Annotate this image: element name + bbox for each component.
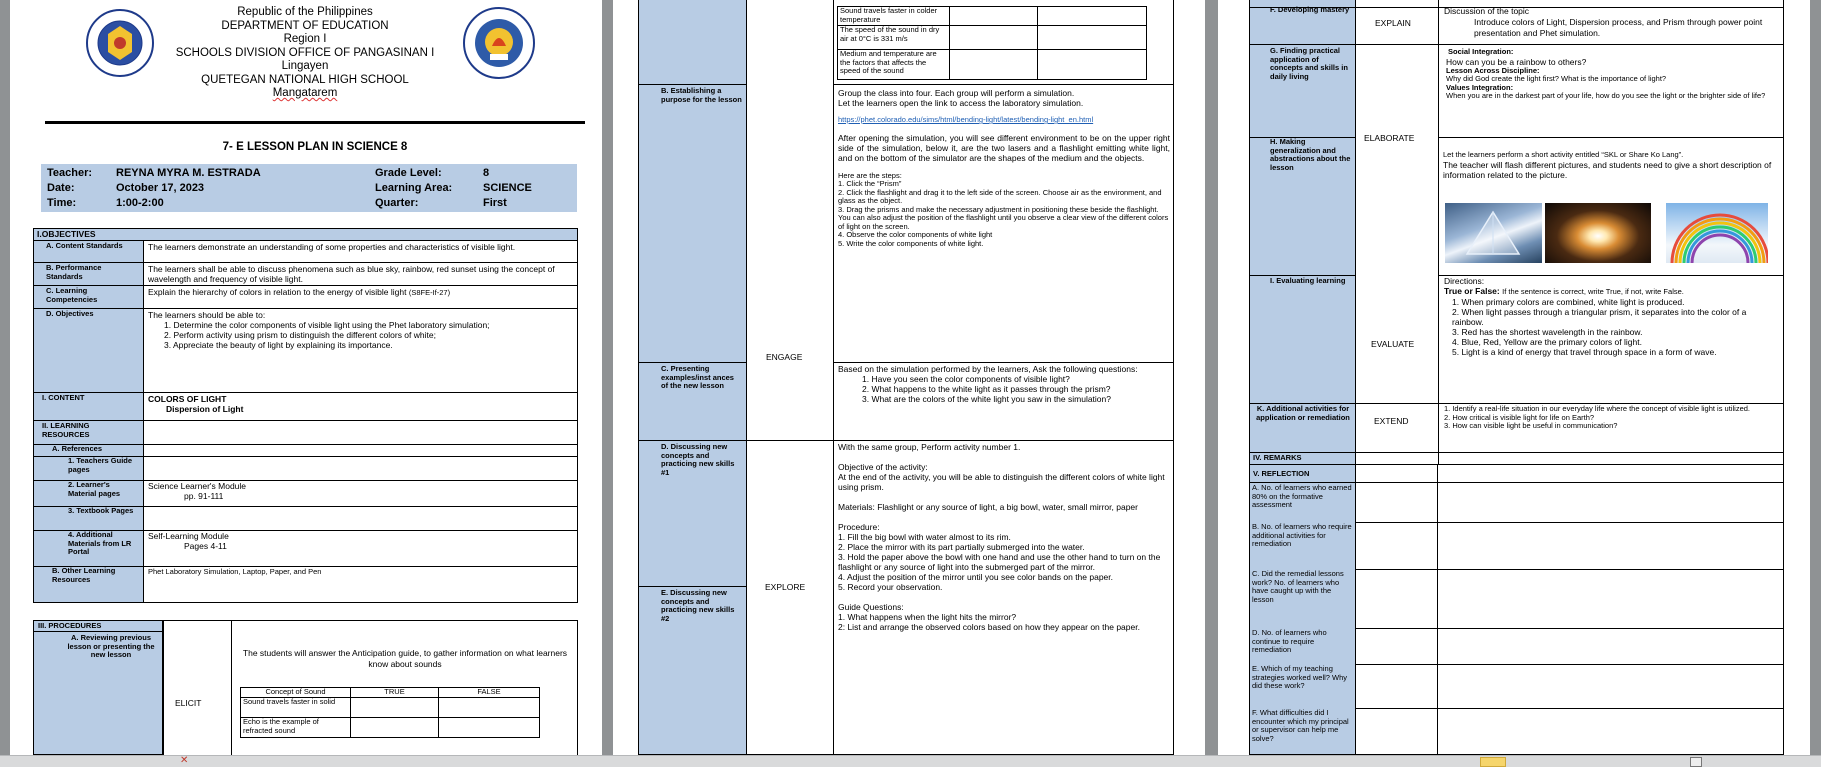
- header-line1: Republic of the Philippines: [237, 6, 373, 18]
- teacher-label: Teacher:: [47, 167, 93, 179]
- extend-item-3: 3. How can visible light be useful in communication?: [1444, 421, 1618, 430]
- procedures-heading: III. PROCEDURES: [33, 620, 163, 632]
- header-line3: Region I: [283, 33, 327, 45]
- values-integration-title: Values Integration:: [1446, 82, 1514, 92]
- steps-title: Here are the steps:: [838, 170, 902, 180]
- anticipation-table-continued: [837, 6, 1147, 80]
- reflection-a: A. No. of learners who earned 80% on the formative assessment: [1252, 483, 1352, 509]
- division-seal-logo: [462, 6, 536, 80]
- remarks-heading: IV. REMARKS: [1253, 453, 1302, 462]
- header-line5: Lingayen: [281, 60, 329, 72]
- purpose-content: [838, 88, 1170, 248]
- developing-mastery-label: F. Developing mastery: [1270, 5, 1350, 14]
- date-label: Date:: [47, 182, 75, 194]
- learners-material-value: Science Learner's Module: [148, 481, 247, 491]
- question-3: 3. What are the colors of the white light you saw in the simulation?: [862, 394, 1111, 404]
- deped-seal-logo: [85, 8, 155, 78]
- establishing-purpose-label: B. Establishing a purpose for the lesson: [661, 86, 742, 104]
- reflection-e: E. Which of my teaching strategies worked well? Why did these work?: [1252, 664, 1348, 690]
- materials-text: Materials: Flashlight or any source of light, a big bowl, water, small mirror, paper: [838, 502, 1138, 512]
- procedure-4: 4. Adjust the position of the mirror until you see color bands on the paper.: [838, 572, 1114, 582]
- discussion-text: Introduce colors of Light, Dispersion process, and Prism through power point presentation and Phet simulation.: [1474, 17, 1763, 38]
- time-label: Time:: [47, 197, 77, 209]
- table-row: Medium and temperature are the factors that affects the speed of the sound: [838, 50, 950, 80]
- activity-intro: With the same group, Perform activity number 1.: [838, 442, 1021, 452]
- light-picture: [1545, 203, 1651, 263]
- evaluation-item-2: 2. When light passes through a triangular prism, it separates into the color of a rainbow.: [1452, 306, 1747, 327]
- table-row: The speed of the sound in dry air at 0°C is 331 m/s: [838, 26, 950, 50]
- document-page-1: [10, 0, 602, 755]
- notification-indicator[interactable]: [1480, 757, 1506, 767]
- generalization-p2: The teacher will flash different pictures, and students need to give a short description of information related to the picture.: [1443, 159, 1772, 180]
- additional-activities-content: [1444, 405, 1780, 431]
- question-2: 2. What happens to the white light as it passes through the prism?: [862, 384, 1111, 394]
- discussion-title: Discussion of the topic: [1444, 6, 1530, 16]
- social-integration-question: How can you be a rainbow to others?: [1446, 56, 1587, 67]
- engage-phase: ENGAGE: [766, 352, 803, 362]
- purpose-p3: After opening the simulation, you will see different environment to be on the upper right side of the simulation, below it, are the two lasers and a flashlight emitting white light, and on the bottom of the simulator are the shapes of the medium and the objects.: [838, 132, 1170, 163]
- step-1: 1. Click the “Prism”: [838, 179, 902, 188]
- extend-phase: EXTEND: [1374, 416, 1409, 426]
- activity-content: [838, 442, 1170, 632]
- procedure-5: 5. Record your observation.: [838, 582, 943, 592]
- evaluation-content: [1444, 276, 1780, 357]
- objectives-heading: I.OBJECTIVES: [34, 229, 578, 241]
- procedure-title: Procedure:: [838, 522, 880, 532]
- purpose-p2: Let the learners open the link to access the laboratory simulation.: [838, 98, 1084, 108]
- close-icon[interactable]: ✕: [180, 755, 189, 766]
- objective-1: 1. Determine the color components of visible light using the Phet laboratory simulation;: [164, 320, 490, 330]
- additional-materials-pages: Pages 4-11: [184, 541, 227, 551]
- table-row: Echo is the example of refracted sound: [241, 718, 351, 738]
- explain-phase: EXPLAIN: [1375, 18, 1411, 28]
- reflection-b: B. No. of learners who require additional activities for remediation: [1252, 522, 1352, 548]
- generalization-p1: Let the learners perform a short activity entitled “SKL or Share Ko Lang”.: [1443, 150, 1684, 159]
- additional-activities-label: K. Additional activities for application or remediation: [1256, 404, 1350, 422]
- performance-standards-text: The learners shall be able to discuss phenomena such as blue sky, rainbow, red sunset using the concept of wavelength and frequency of visible light.: [144, 263, 578, 286]
- learners-material-pages: pp. 91-111: [184, 491, 224, 501]
- resources-heading: II. LEARNING RESOURCES: [34, 421, 144, 445]
- phet-simulation-link[interactable]: https://phet.colorado.edu/sims/html/bending-light/latest/bending-light_en.html: [838, 115, 1094, 124]
- objective-text: At the end of the activity, you will be able to distinguish the different colors of white light using prism.: [838, 472, 1165, 492]
- evaluation-item-5: 5. Light is a kind of energy that travel through space in a form of wave.: [1452, 346, 1717, 357]
- viewer-status-bar: [0, 755, 1821, 767]
- header-rule: [45, 121, 585, 124]
- competencies-text: Explain the hierarchy of colors in relation to the energy of visible light: [148, 287, 407, 297]
- concept-header: Concept of Sound: [241, 688, 351, 698]
- objective-2: 2. Perform activity using prism to distinguish the different colors of white;: [164, 330, 436, 340]
- header-line2: DEPARTMENT OF EDUCATION: [221, 19, 389, 32]
- step-2: 2. Click the flashlight and drag it to the left side of the screen. Choose air as the environment, and glass as the object.: [838, 187, 1162, 205]
- reflection-heading: V. REFLECTION: [1253, 469, 1310, 478]
- procedure-1: 1. Fill the big bowl with water almost to its rim.: [838, 532, 1011, 542]
- area-value: SCIENCE: [483, 182, 532, 194]
- content-subtitle: Dispersion of Light: [166, 404, 244, 414]
- reflection-d: D. No. of learners who continue to require remediation: [1252, 628, 1327, 654]
- other-resources-value: Phet Laboratory Simulation, Laptop, Paper, and Pen: [144, 567, 578, 603]
- objective-title: Objective of the activity:: [838, 462, 928, 472]
- area-label: Learning Area:: [375, 182, 453, 194]
- objectives-section: [33, 228, 578, 603]
- evaluate-phase: EVALUATE: [1371, 339, 1415, 349]
- practical-application-content: [1446, 46, 1780, 101]
- textbook-label: 3. Textbook Pages: [34, 507, 144, 531]
- purpose-p1: Group the class into four. Each group will perform a simulation.: [838, 88, 1075, 98]
- rainbow-icon: [1666, 203, 1768, 263]
- guide-question-2: 2: List and arrange the observed colors based on how they appear on the paper.: [838, 622, 1140, 632]
- grade-value: 8: [483, 167, 490, 179]
- true-false-title: True or False:: [1444, 286, 1500, 296]
- table-row: Sound travels faster in colder temperature: [838, 7, 950, 26]
- competency-code: (S8FE-If-27): [408, 288, 451, 297]
- quarter-value: First: [483, 197, 507, 209]
- question-1: 1. Have you seen the color components of visible light?: [862, 374, 1070, 384]
- extend-item-1: 1. Identify a real-life situation in our everyday life where the concept of visible light is utilized.: [1444, 404, 1750, 413]
- reflection-f: F. What difficulties did I encounter which my principal or supervisor can help me solve?: [1252, 708, 1349, 743]
- reviewing-lesson-label: A. Reviewing previous lesson or presenting the new lesson: [33, 632, 163, 755]
- guide-questions-title: Guide Questions:: [838, 602, 904, 612]
- elicit-phase: ELICIT: [175, 698, 202, 708]
- teacher-info-box: [41, 164, 577, 212]
- step-4: 4. Observe the color components of white light: [838, 230, 993, 239]
- false-header: FALSE: [439, 688, 540, 698]
- prism-icon: [1465, 210, 1521, 258]
- evaluation-directions: Directions:: [1444, 276, 1485, 286]
- additional-materials-value: Self-Learning Module: [148, 531, 229, 541]
- lesson-plan-title: 7- E LESSON PLAN IN SCIENCE 8: [222, 141, 408, 153]
- procedure-3: 3. Hold the paper above the bowl with one hand and use the other hand to turn on the flashlight or any source of light into the submerged part of the mirror.: [838, 552, 1161, 572]
- competencies-label: C. Learning Competencies: [34, 286, 144, 309]
- header-line6: QUETEGAN NATIONAL HIGH SCHOOL: [201, 73, 409, 86]
- additional-materials-label: 4. Additional Materials from LR Portal: [34, 531, 144, 567]
- guide-question-1: 1. What happens when the light hits the mirror?: [838, 612, 1017, 622]
- elaborate-phase: ELABORATE: [1364, 133, 1415, 143]
- procedure-2: 2. Place the mirror with its part partially submerged into the water.: [838, 542, 1085, 552]
- explore-phase: EXPLORE: [765, 582, 806, 592]
- reflection-c: C. Did the remedial lessons work? No. of learners who have caught up with the lesson: [1252, 569, 1344, 604]
- presenting-examples-label: C. Presenting examples/inst ances of the new lesson: [661, 364, 734, 390]
- evaluating-learning-label: I. Evaluating learning: [1270, 276, 1346, 285]
- lesson-across-question: Why did God create the light first? What is the importance of light?: [1446, 74, 1667, 83]
- elicit-text: The students will answer the Anticipation guide, to gather information on what learners know about sounds: [242, 648, 568, 669]
- social-integration-title: Social Integration:: [1448, 47, 1514, 56]
- evaluation-item-3: 3. Red has the shortest wavelength in the rainbow.: [1452, 326, 1643, 337]
- true-false-instruction: If the sentence is correct, write True, if not, write False.: [1502, 287, 1684, 296]
- references-label: A. References: [34, 445, 144, 457]
- examples-intro: Based on the simulation performed by the learners, Ask the following questions:: [838, 364, 1138, 374]
- developing-mastery-content: [1444, 6, 1780, 39]
- objective-3: 3. Appreciate the beauty of light by explaining its importance.: [164, 340, 393, 350]
- header-line4: SCHOOLS DIVISION OFFICE OF PANGASINAN I: [175, 46, 435, 59]
- extend-item-2: 2. How critical is visible light for life on Earth?: [1444, 412, 1595, 422]
- practical-application-label: G. Finding practical application of concepts and skills in daily living: [1270, 46, 1348, 81]
- content-heading: I. CONTENT: [34, 393, 144, 421]
- header-line7: Mangatarem: [272, 87, 338, 99]
- step-3: 3. Drag the prisms and make the necessary adjustment in positioning these beside the flashlight. You can also adjust the position of the flashlight until you observe a clear view of the different colors of light on the screen.: [838, 204, 1169, 231]
- document-page-2: [613, 0, 1205, 755]
- learners-material-label: 2. Learner's Material pages: [34, 481, 144, 507]
- quarter-label: Quarter:: [375, 197, 419, 209]
- values-integration-question: When you are in the darkest part of your life, how do you see the light or the brighter side of life?: [1446, 91, 1766, 100]
- discussing-2-label: E. Discussing new concepts and practicing new skills #2: [661, 588, 735, 623]
- content-title: COLORS OF LIGHT: [148, 394, 227, 404]
- objectives-intro: The learners should be able to:: [148, 310, 266, 320]
- teachers-guide-label: 1. Teachers Guide pages: [34, 457, 144, 481]
- examples-content: [838, 364, 1170, 404]
- page-view-icon[interactable]: [1690, 757, 1702, 767]
- generalization-content: [1443, 151, 1779, 180]
- step-5: 5. Write the color components of white light.: [838, 238, 984, 248]
- procedures-section: [33, 620, 578, 755]
- performance-standards-label: B. Performance Standards: [34, 263, 144, 286]
- document-page-3: [1218, 0, 1810, 755]
- grade-label: Grade Level:: [375, 167, 442, 179]
- date-value: October 17, 2023: [116, 182, 205, 194]
- content-standards-text: The learners demonstrate an understanding of some properties and characteristics of visible light.: [144, 241, 578, 263]
- teacher-name: REYNA MYRA M. ESTRADA: [116, 167, 261, 179]
- evaluation-item-1: 1. When primary colors are combined, white light is produced.: [1452, 296, 1685, 307]
- lesson-across-title: Lesson Across Discipline:: [1446, 65, 1540, 75]
- generalization-label: H. Making generalization and abstractions about the lesson: [1270, 137, 1351, 172]
- content-standards-label: A. Content Standards: [34, 241, 144, 263]
- evaluation-item-4: 4. Blue, Red, Yellow are the primary colors of light.: [1452, 336, 1642, 347]
- objectives-label: D. Objectives: [34, 309, 144, 393]
- school-header: [150, 6, 460, 101]
- true-header: TRUE: [351, 688, 439, 698]
- table-row: Sound travels faster in solid: [241, 698, 351, 718]
- discussing-1-label: D. Discussing new concepts and practicing new skills #1: [661, 442, 735, 477]
- other-resources-label: B. Other Learning Resources: [34, 567, 144, 603]
- time-value: 1:00-2:00: [116, 197, 164, 209]
